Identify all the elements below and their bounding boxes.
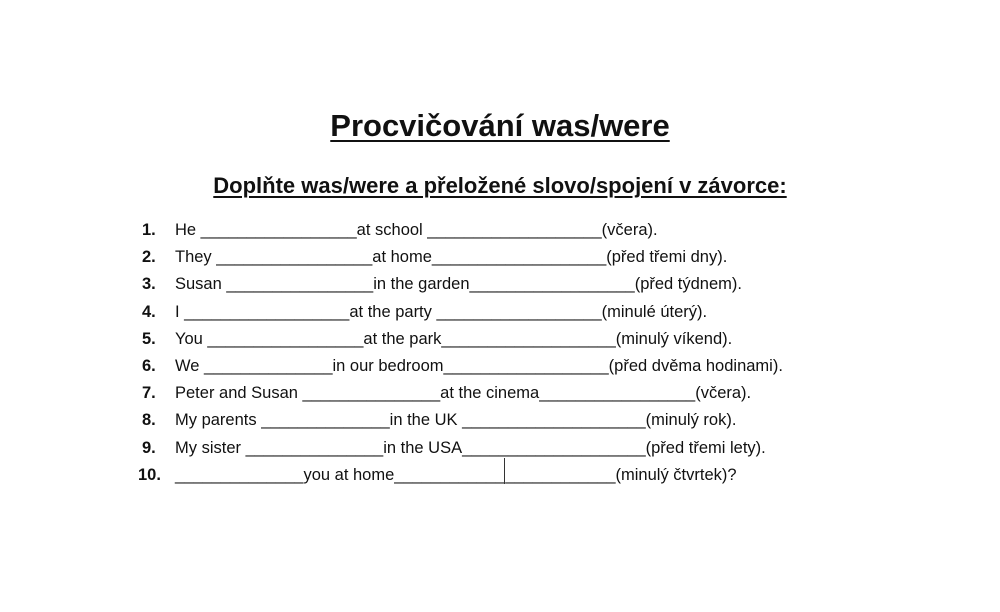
exercise-number: 7. <box>142 384 156 403</box>
exercise-text-before-cursor: ______________you at home____________ <box>175 465 505 484</box>
exercise-number: 5. <box>142 329 156 348</box>
exercise-number: 3. <box>142 275 156 294</box>
exercise-item-6[interactable] <box>138 353 783 380</box>
exercise-text[interactable]: Susan ________________in the garden__________________(před týdnem). <box>175 275 742 294</box>
exercise-item-1[interactable] <box>138 217 783 244</box>
text-cursor <box>504 458 505 484</box>
exercise-item-9[interactable] <box>138 435 783 462</box>
exercise-text-after-cursor: ____________(minulý čtvrtek)? <box>505 465 737 484</box>
exercise-number: 1. <box>142 221 156 239</box>
exercise-number: 9. <box>142 438 156 457</box>
exercise-text[interactable] <box>175 462 737 489</box>
exercise-number: 6. <box>142 356 156 375</box>
exercise-number: 10. <box>138 465 161 484</box>
exercise-item-4[interactable] <box>138 299 783 326</box>
exercise-text[interactable]: He _________________at school ___________________(včera). <box>175 221 658 239</box>
exercise-text[interactable]: My sister _______________in the USA____________________(před třemi lety). <box>175 438 766 457</box>
exercise-number: 2. <box>142 248 156 267</box>
exercise-item-10[interactable] <box>138 462 783 489</box>
exercise-text[interactable]: You _________________at the park___________________(minulý víkend). <box>175 329 733 348</box>
exercise-text[interactable]: They _________________at home___________________(před třemi dny). <box>175 248 728 267</box>
exercise-text[interactable]: I __________________at the party __________________(minulé úterý). <box>175 302 708 321</box>
exercise-item-7[interactable] <box>138 380 783 407</box>
exercise-text[interactable]: My parents ______________in the UK ____________________(minulý rok). <box>175 411 737 430</box>
exercise-text[interactable]: Peter and Susan _______________at the cinema_________________(včera). <box>175 384 752 403</box>
instructions-subtitle: Doplňte was/were a přeložené slovo/spojení v závorce: <box>213 173 787 198</box>
exercise-number: 8. <box>142 411 156 430</box>
exercise-item-3[interactable] <box>138 271 783 298</box>
exercise-item-2[interactable] <box>138 244 783 271</box>
exercise-number: 4. <box>142 302 156 321</box>
page-title: Procvičování was/were <box>330 108 670 143</box>
exercise-list <box>138 217 783 489</box>
exercise-item-5[interactable] <box>138 326 783 353</box>
exercise-item-8[interactable] <box>138 407 783 434</box>
exercise-text[interactable]: We ______________in our bedroom__________________(před dvěma hodinami). <box>175 356 783 375</box>
